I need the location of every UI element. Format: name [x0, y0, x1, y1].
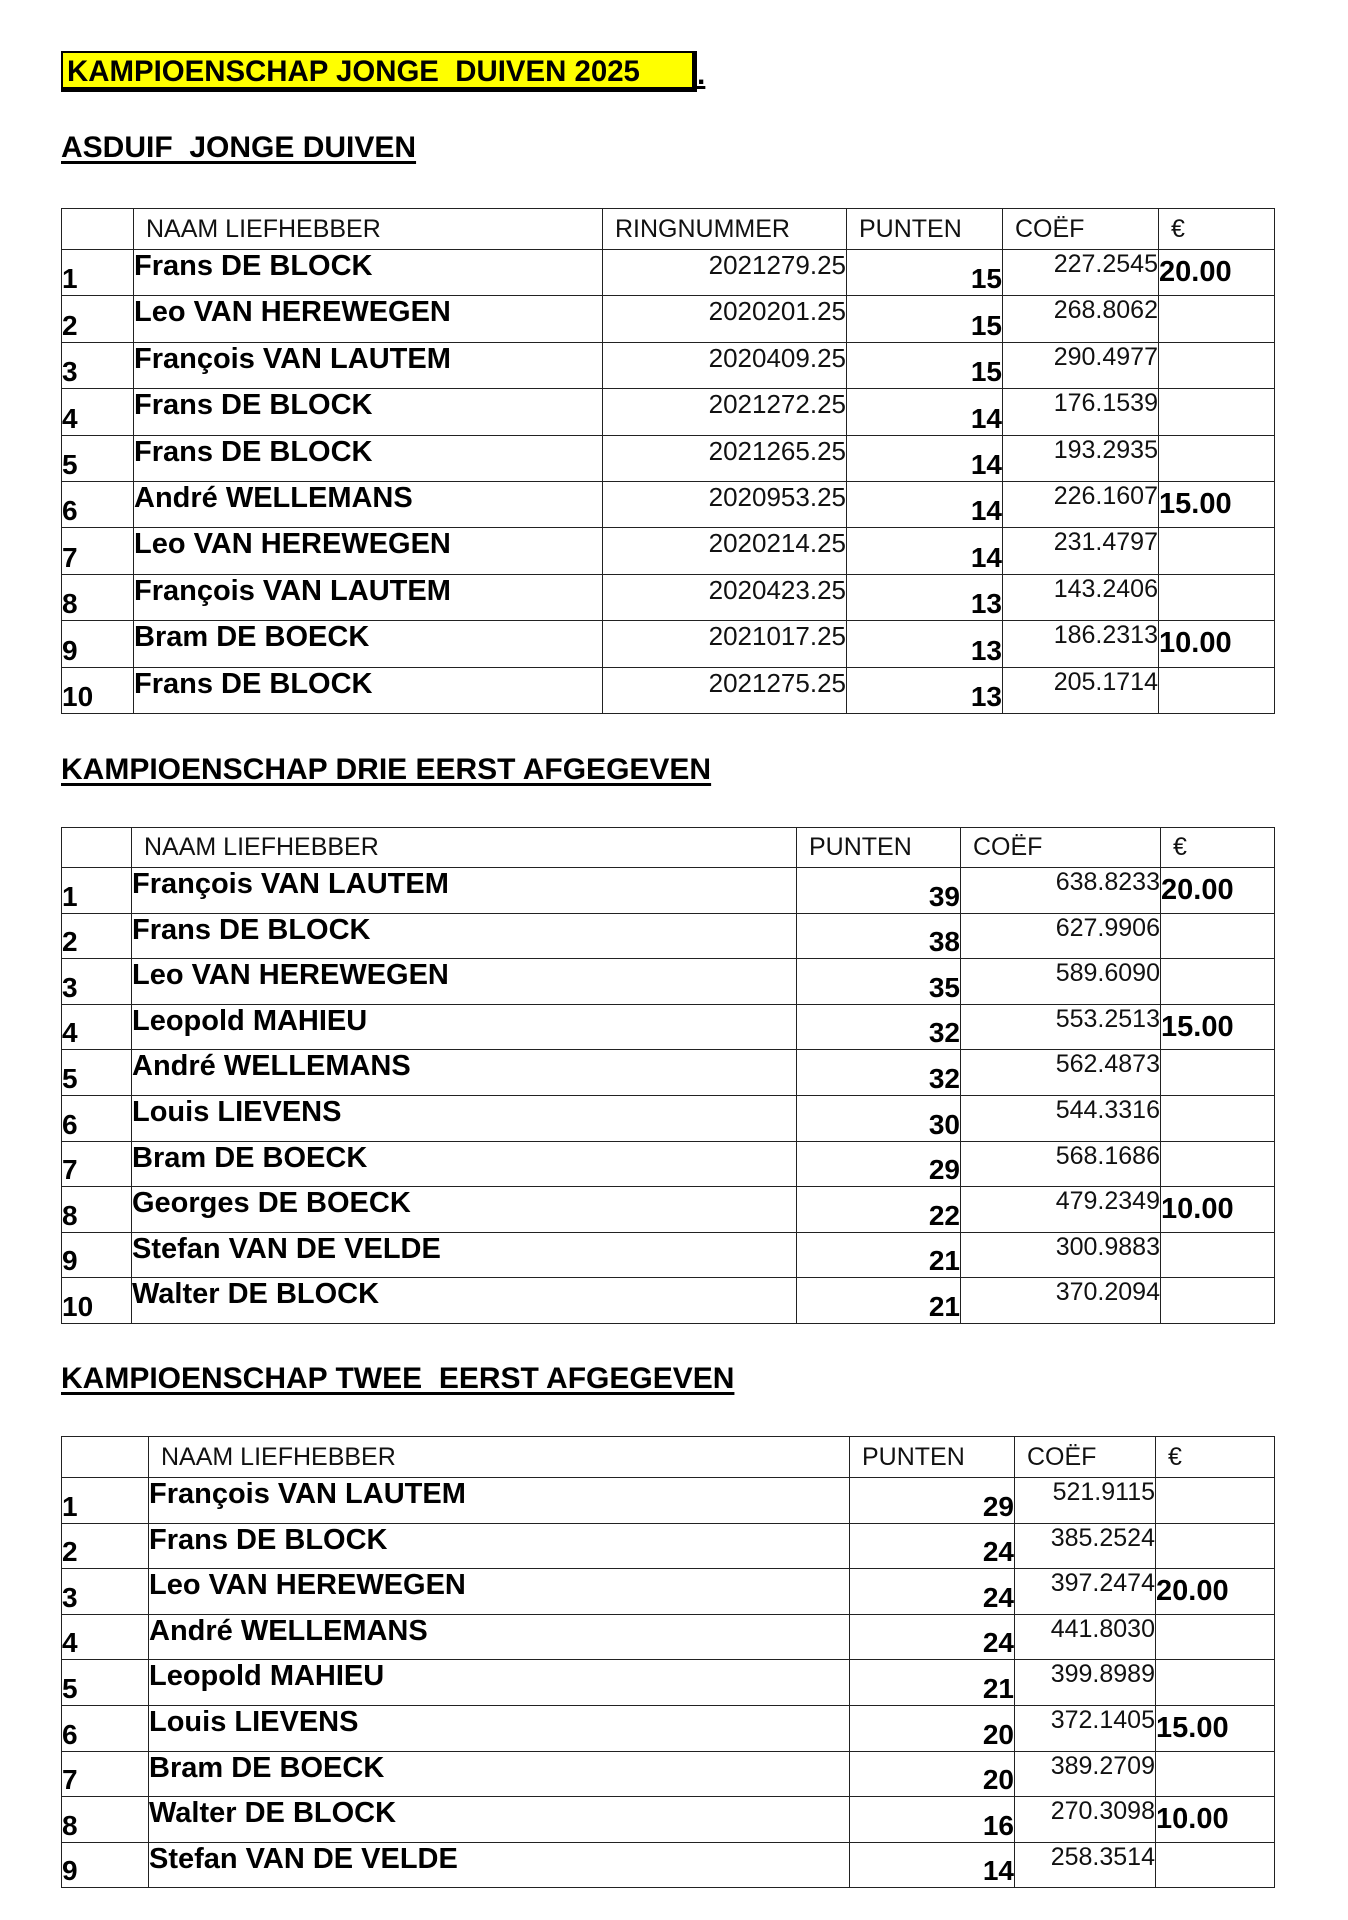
name-cell: Walter DE BLOCK	[149, 1797, 850, 1843]
punten-cell: 32	[797, 1004, 961, 1050]
ringnummer-cell: 2020953.25	[603, 481, 847, 527]
prize-cell: 20.00	[1161, 868, 1275, 914]
name-cell: Frans DE BLOCK	[134, 389, 603, 435]
rank-cell: 6	[62, 1095, 132, 1141]
prize-cell	[1161, 1141, 1275, 1187]
prize-cell	[1161, 1232, 1275, 1278]
col-header-punten: PUNTEN	[847, 209, 1003, 250]
table-row	[62, 1141, 1275, 1187]
punten-cell: 14	[847, 481, 1003, 527]
rank-cell: 7	[62, 1141, 132, 1187]
name-cell: François VAN LAUTEM	[149, 1478, 850, 1524]
prize-cell: 15.00	[1161, 1004, 1275, 1050]
table-row	[62, 342, 1275, 388]
name-cell: Georges DE BOECK	[132, 1187, 797, 1233]
coef-cell: 589.6090	[961, 959, 1161, 1005]
prize-cell	[1159, 342, 1275, 388]
coef-cell: 521.9115	[1015, 1478, 1156, 1524]
col-header-punten: PUNTEN	[797, 828, 961, 868]
coef-cell: 270.3098	[1015, 1797, 1156, 1843]
punten-cell: 21	[850, 1660, 1015, 1706]
coef-cell: 370.2094	[961, 1278, 1161, 1324]
rank-cell: 3	[62, 1569, 149, 1615]
name-cell: Stefan VAN DE VELDE	[132, 1232, 797, 1278]
name-cell: François VAN LAUTEM	[132, 868, 797, 914]
prize-cell	[1156, 1614, 1275, 1660]
table-row	[62, 389, 1275, 435]
punten-cell: 24	[850, 1614, 1015, 1660]
punten-cell: 13	[847, 667, 1003, 713]
table-row	[62, 1050, 1275, 1096]
section-heading-twee-eerst: KAMPIOENSCHAP TWEE EERST AFGEGEVEN	[61, 1362, 735, 1395]
punten-cell: 14	[850, 1842, 1015, 1888]
coef-cell: 544.3316	[961, 1095, 1161, 1141]
table-header-row	[62, 1437, 1275, 1478]
prize-cell	[1161, 913, 1275, 959]
rank-cell: 7	[62, 1751, 149, 1797]
name-cell: André WELLEMANS	[132, 1050, 797, 1096]
punten-cell: 29	[797, 1141, 961, 1187]
coef-cell: 268.8062	[1003, 296, 1159, 342]
table-row	[62, 1569, 1275, 1615]
punten-cell: 29	[850, 1478, 1015, 1524]
table-row	[62, 913, 1275, 959]
col-header-euro: €	[1159, 209, 1275, 250]
name-cell: Bram DE BOECK	[134, 621, 603, 667]
punten-cell: 24	[850, 1523, 1015, 1569]
prize-cell	[1156, 1842, 1275, 1888]
prize-cell	[1159, 389, 1275, 435]
rank-cell: 2	[62, 913, 132, 959]
punten-cell: 15	[847, 342, 1003, 388]
coef-cell: 290.4977	[1003, 342, 1159, 388]
rank-cell: 10	[62, 667, 134, 713]
col-header-coef: COËF	[1015, 1437, 1156, 1478]
punten-cell: 14	[847, 528, 1003, 574]
table-row	[62, 1842, 1275, 1888]
name-cell: Leo VAN HEREWEGEN	[134, 296, 603, 342]
table-row	[62, 1232, 1275, 1278]
ringnummer-cell: 2021279.25	[603, 250, 847, 296]
coef-cell: 385.2524	[1015, 1523, 1156, 1569]
table-row	[62, 1523, 1275, 1569]
table-row	[62, 1614, 1275, 1660]
table-row	[62, 959, 1275, 1005]
rank-cell: 5	[62, 1050, 132, 1096]
coef-cell: 143.2406	[1003, 574, 1159, 620]
coef-cell: 399.8989	[1015, 1660, 1156, 1706]
rank-cell: 10	[62, 1278, 132, 1324]
rank-cell: 9	[62, 1232, 132, 1278]
rank-cell: 8	[62, 574, 134, 620]
name-cell: André WELLEMANS	[134, 481, 603, 527]
table-row	[62, 435, 1275, 481]
rank-cell: 4	[62, 1614, 149, 1660]
name-cell: André WELLEMANS	[149, 1614, 850, 1660]
coef-cell: 568.1686	[961, 1141, 1161, 1187]
punten-cell: 35	[797, 959, 961, 1005]
prize-cell	[1159, 435, 1275, 481]
table-header-row	[62, 209, 1275, 250]
rank-cell: 9	[62, 1842, 149, 1888]
coef-cell: 397.2474	[1015, 1569, 1156, 1615]
punten-cell: 13	[847, 574, 1003, 620]
rank-cell: 5	[62, 435, 134, 481]
table-row	[62, 1278, 1275, 1324]
ringnummer-cell: 2020201.25	[603, 296, 847, 342]
col-header-coef: COËF	[1003, 209, 1159, 250]
ringnummer-cell: 2020409.25	[603, 342, 847, 388]
col-header-name: NAAM LIEFHEBBER	[132, 828, 797, 868]
rank-cell: 6	[62, 481, 134, 527]
table-row	[62, 1004, 1275, 1050]
table-header-row	[62, 828, 1275, 868]
table-row	[62, 868, 1275, 914]
prize-cell	[1161, 1278, 1275, 1324]
col-header-rank	[62, 1437, 149, 1478]
rank-cell: 9	[62, 621, 134, 667]
rank-cell: 1	[62, 250, 134, 296]
document-title-period: .	[697, 58, 706, 91]
coef-cell: 562.4873	[961, 1050, 1161, 1096]
coef-cell: 226.1607	[1003, 481, 1159, 527]
rank-cell: 8	[62, 1187, 132, 1233]
rank-cell: 1	[62, 868, 132, 914]
prize-cell	[1161, 1095, 1275, 1141]
name-cell: Leo VAN HEREWEGEN	[149, 1569, 850, 1615]
col-header-coef: COËF	[961, 828, 1161, 868]
col-header-euro: €	[1161, 828, 1275, 868]
punten-cell: 22	[797, 1187, 961, 1233]
prize-cell	[1159, 296, 1275, 342]
prize-cell: 10.00	[1156, 1797, 1275, 1843]
table-row	[62, 528, 1275, 574]
table-row	[62, 481, 1275, 527]
rank-cell: 5	[62, 1660, 149, 1706]
punten-cell: 14	[847, 389, 1003, 435]
name-cell: Leo VAN HEREWEGEN	[132, 959, 797, 1005]
punten-cell: 20	[850, 1751, 1015, 1797]
asduif-table	[61, 208, 1275, 714]
coef-cell: 258.3514	[1015, 1842, 1156, 1888]
table-row	[62, 1797, 1275, 1843]
prize-cell	[1161, 1050, 1275, 1096]
prize-cell: 10.00	[1161, 1187, 1275, 1233]
punten-cell: 39	[797, 868, 961, 914]
coef-cell: 205.1714	[1003, 667, 1159, 713]
document-title-highlight	[61, 51, 697, 92]
rank-cell: 2	[62, 1523, 149, 1569]
col-header-ringnummer: RINGNUMMER	[603, 209, 847, 250]
table-row	[62, 250, 1275, 296]
punten-cell: 30	[797, 1095, 961, 1141]
table-row	[62, 1095, 1275, 1141]
ringnummer-cell: 2020423.25	[603, 574, 847, 620]
ringnummer-cell: 2021272.25	[603, 389, 847, 435]
col-header-name: NAAM LIEFHEBBER	[149, 1437, 850, 1478]
coef-cell: 300.9883	[961, 1232, 1161, 1278]
punten-cell: 15	[847, 296, 1003, 342]
prize-cell	[1161, 959, 1275, 1005]
table-row	[62, 1478, 1275, 1524]
name-cell: Louis LIEVENS	[132, 1095, 797, 1141]
coef-cell: 186.2313	[1003, 621, 1159, 667]
coef-cell: 227.2545	[1003, 250, 1159, 296]
prize-cell	[1159, 667, 1275, 713]
punten-cell: 13	[847, 621, 1003, 667]
table-row	[62, 667, 1275, 713]
ringnummer-cell: 2021275.25	[603, 667, 847, 713]
punten-cell: 24	[850, 1569, 1015, 1615]
table-row	[62, 621, 1275, 667]
name-cell: Stefan VAN DE VELDE	[149, 1842, 850, 1888]
coef-cell: 372.1405	[1015, 1705, 1156, 1751]
punten-cell: 38	[797, 913, 961, 959]
punten-cell: 15	[847, 250, 1003, 296]
ringnummer-cell: 2020214.25	[603, 528, 847, 574]
punten-cell: 21	[797, 1278, 961, 1324]
col-header-rank	[62, 828, 132, 868]
name-cell: Frans DE BLOCK	[134, 250, 603, 296]
prize-cell: 15.00	[1156, 1705, 1275, 1751]
coef-cell: 389.2709	[1015, 1751, 1156, 1797]
prize-cell: 20.00	[1159, 250, 1275, 296]
prize-cell: 15.00	[1159, 481, 1275, 527]
rank-cell: 4	[62, 389, 134, 435]
name-cell: Leo VAN HEREWEGEN	[134, 528, 603, 574]
table-row	[62, 296, 1275, 342]
document-title: KAMPIOENSCHAP JONGE DUIVEN 2025	[67, 55, 640, 88]
name-cell: François VAN LAUTEM	[134, 342, 603, 388]
name-cell: Bram DE BOECK	[132, 1141, 797, 1187]
coef-cell: 231.4797	[1003, 528, 1159, 574]
table-row	[62, 1187, 1275, 1233]
name-cell: Walter DE BLOCK	[132, 1278, 797, 1324]
rank-cell: 3	[62, 342, 134, 388]
prize-cell: 10.00	[1159, 621, 1275, 667]
punten-cell: 14	[847, 435, 1003, 481]
coef-cell: 176.1539	[1003, 389, 1159, 435]
ringnummer-cell: 2021265.25	[603, 435, 847, 481]
punten-cell: 16	[850, 1797, 1015, 1843]
coef-cell: 553.2513	[961, 1004, 1161, 1050]
col-header-punten: PUNTEN	[850, 1437, 1015, 1478]
twee-eerst-table	[61, 1436, 1275, 1888]
punten-cell: 21	[797, 1232, 961, 1278]
rank-cell: 1	[62, 1478, 149, 1524]
rank-cell: 8	[62, 1797, 149, 1843]
coef-cell: 638.8233	[961, 868, 1161, 914]
prize-cell	[1159, 528, 1275, 574]
coef-cell: 627.9906	[961, 913, 1161, 959]
name-cell: Frans DE BLOCK	[132, 913, 797, 959]
table-row	[62, 574, 1275, 620]
table-row	[62, 1660, 1275, 1706]
prize-cell	[1156, 1660, 1275, 1706]
prize-cell	[1156, 1478, 1275, 1524]
name-cell: François VAN LAUTEM	[134, 574, 603, 620]
coef-cell: 441.8030	[1015, 1614, 1156, 1660]
coef-cell: 193.2935	[1003, 435, 1159, 481]
coef-cell: 479.2349	[961, 1187, 1161, 1233]
rank-cell: 7	[62, 528, 134, 574]
section-heading-drie-eerst: KAMPIOENSCHAP DRIE EERST AFGEGEVEN	[61, 753, 712, 786]
prize-cell	[1156, 1751, 1275, 1797]
rank-cell: 4	[62, 1004, 132, 1050]
name-cell: Leopold MAHIEU	[132, 1004, 797, 1050]
col-header-euro: €	[1156, 1437, 1275, 1478]
rank-cell: 6	[62, 1705, 149, 1751]
ringnummer-cell: 2021017.25	[603, 621, 847, 667]
prize-cell: 20.00	[1156, 1569, 1275, 1615]
name-cell: Leopold MAHIEU	[149, 1660, 850, 1706]
name-cell: Frans DE BLOCK	[134, 435, 603, 481]
name-cell: Louis LIEVENS	[149, 1705, 850, 1751]
col-header-rank	[62, 209, 134, 250]
name-cell: Frans DE BLOCK	[149, 1523, 850, 1569]
section-heading-asduif: ASDUIF JONGE DUIVEN	[61, 131, 417, 164]
col-header-name: NAAM LIEFHEBBER	[134, 209, 603, 250]
rank-cell: 3	[62, 959, 132, 1005]
rank-cell: 2	[62, 296, 134, 342]
drie-eerst-table	[61, 827, 1275, 1324]
table-row	[62, 1705, 1275, 1751]
punten-cell: 20	[850, 1705, 1015, 1751]
prize-cell	[1159, 574, 1275, 620]
name-cell: Frans DE BLOCK	[134, 667, 603, 713]
table-row	[62, 1751, 1275, 1797]
name-cell: Bram DE BOECK	[149, 1751, 850, 1797]
prize-cell	[1156, 1523, 1275, 1569]
punten-cell: 32	[797, 1050, 961, 1096]
